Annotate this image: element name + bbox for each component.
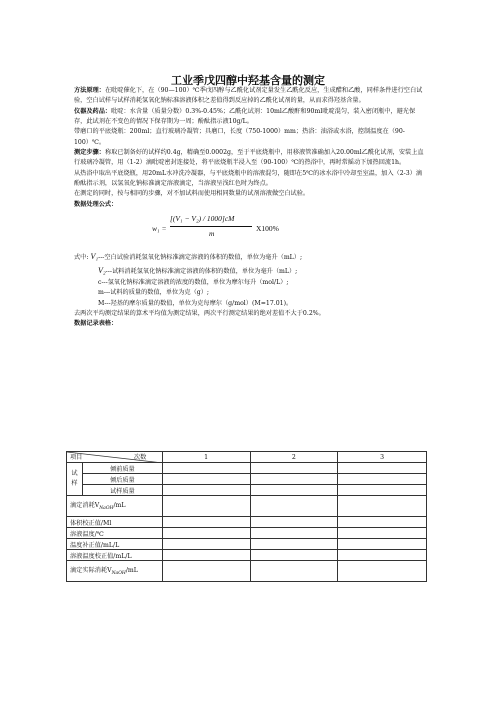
v1-text: ---空白试验消耗氢氧化钠标准滴定溶液的体积的数值，单位为毫升（mL）; [98,254,303,262]
formula-tail: X100% [256,224,279,234]
row-label-before: 倾前质量 [82,463,162,474]
table-cell [162,561,250,582]
method-paragraph [74,86,426,107]
table-cell [338,485,427,496]
v1-symbol: V₁ [90,252,99,262]
reagents-paragraph [74,107,426,128]
table-row [67,485,427,496]
table-cell [162,463,250,474]
consumed-unit: /mL [113,502,126,510]
row-label-vol-corr: 体积校正值/Ml [67,517,163,528]
table-cell [338,517,427,528]
sample-group-label: 试样 [67,463,83,496]
where-c-line: c---氢氧化钠标准滴定溶液的浓度的数值，单位为摩尔每升（mol/L）; [98,278,289,286]
steps-paragraph-3: 在测定的同时，按与相同的步骤，对不加试料而使用相同数量的试剂溶液做空白试验。 [74,190,310,198]
row-label-temp: 溶液温度/℃ [67,528,163,539]
method-text: 在吡啶催化下，在（90—100）℃季戊四醇与乙酰化试剂定量发生乙酰化反应，生成醋和乙酸，同样条件进行空白试验，空白试样与试样消耗氢氧化钠标准溶液体积之差值得到反应掉的乙酰化试剂的量，从而求得羟基含量。 [74,87,423,105]
header-col-3: 3 [338,452,427,463]
v2-text: ---试料消耗氢氧化钠标准滴定溶液的体积的数值，单位为毫升（mL）; [105,268,298,276]
table-row [67,463,427,474]
table-cell [162,474,250,485]
header-times: 次数 [134,454,147,461]
data-processing-label: 数据处理公式： [74,200,118,208]
table-row [67,528,427,539]
table-cell [338,528,427,539]
table-cell [338,474,427,485]
row-label-actual [67,561,163,582]
row-label-temp-corr-2: 溶液温度校正值/mL/L [67,550,163,561]
steps-paragraph [74,148,426,169]
where-M-line: M---羟基的摩尔质量的数值，单位为克每摩尔（g/mol）(M=17.01)。 [98,299,293,307]
table-cell [338,496,427,517]
header-item: 项目 [70,454,83,461]
actual-unit: /mL [125,567,138,575]
reagents-text: 吡啶：水含量（质量分数）0.3%-0.45%；乙酰化试剂：10ml乙酸酐和90ml吡啶混匀，装入密闭瓶中，避光保存，此试剂在不变色的情况下保存期为一周；酚酞指示液10g/L。 [74,107,416,126]
table-row [67,496,427,517]
table-cell [338,463,427,474]
actual-sub: NaOH [111,571,126,577]
formula-denominator: m [209,229,215,239]
table-label: 数据记录表格： [74,320,118,328]
formula-lhs: w₁ = [152,224,167,234]
page-title: 工业季戊四醇中羟基含量的测定 [171,74,325,87]
formula-numerator: [(V₁ − V₂) / 1000]cM [170,214,235,224]
header-col-2: 2 [250,452,338,463]
table-cell [162,539,250,550]
table-row [67,474,427,485]
table-cell [250,463,338,474]
table-cell [162,528,250,539]
equipment-paragraph: 带磨口的平底烧瓶：200ml；直行玻璃冷凝管；具磨口，长度（750-1000）mm；热浴：油浴或水浴，控制温度在（90-100）℃。 [74,128,405,146]
table-cell [250,485,338,496]
table-row [67,550,427,561]
table-cell [338,561,427,582]
table-header-row [67,452,427,463]
where-prefix: 式中: [74,254,89,262]
actual-text: 滴定实际消耗V [70,567,112,575]
row-label-after: 倾后质量 [82,474,162,485]
table-cell [162,517,250,528]
table-cell [162,550,250,561]
row-label-consumed [67,496,163,517]
table-cell [250,561,338,582]
steps-label: 测定步骤： [74,149,105,157]
table-cell [250,550,338,561]
table-cell [250,517,338,528]
reagents-label: 仪器及药品： [74,107,112,115]
where-m-line: m---试料的质量的数值，单位为克（g）; [98,289,209,297]
method-label: 方法原理： [74,87,105,94]
v2-symbol: V₂ [98,266,106,276]
where-v1-line [74,252,426,263]
table-cell [250,496,338,517]
table-row [67,539,427,550]
table-cell [162,496,250,517]
formula [152,213,426,249]
formula-fraction-bar [170,226,252,227]
consumed-text: 滴定消耗V [70,502,100,510]
row-label-sample-mass: 试样质量 [82,485,162,496]
table-cell [250,474,338,485]
result-rule: 去两次平均测定结果的算术平均值为测定结果，两次平行测定结果的绝对差值不大于0.2%。 [74,309,325,317]
steps-paragraph-2: 从热浴中取出平底烧瓶，用20mL水冲洗冷凝器，与平底烧瓶中的溶液混匀，随即在5℃的冰水浴中冷却至室温，加入（2-3）滴酚酞指示剂，以氢氧化钠标准滴定溶液滴定，当溶液呈浅红色时为终点。 [74,169,423,188]
table-row [67,517,427,528]
data-record-table [66,451,427,582]
row-label-temp-corr: 温度补正值/mL/L [67,539,163,550]
table-cell [338,539,427,550]
table-cell [338,550,427,561]
steps-text: 称取已制备好的试样约0.4g，精确至0.0002g，至于平底烧瓶中，用移液管准确加入20.00ml乙酰化试剂，安装上直行玻璃冷凝管，用（1-2）滴吡啶密封连接处，将平底烧瓶半浸入至（90-100）℃的热浴中，再时常摇动下加热回流1h。 [74,149,424,167]
table-cell [250,539,338,550]
table-cell [162,485,250,496]
consumed-sub: NaOH [99,506,114,512]
header-col-1: 1 [162,452,250,463]
document-body [74,86,426,330]
header-diagonal-cell [67,452,163,463]
where-v2-line [74,266,426,277]
table-cell [250,528,338,539]
table-row [67,561,427,582]
